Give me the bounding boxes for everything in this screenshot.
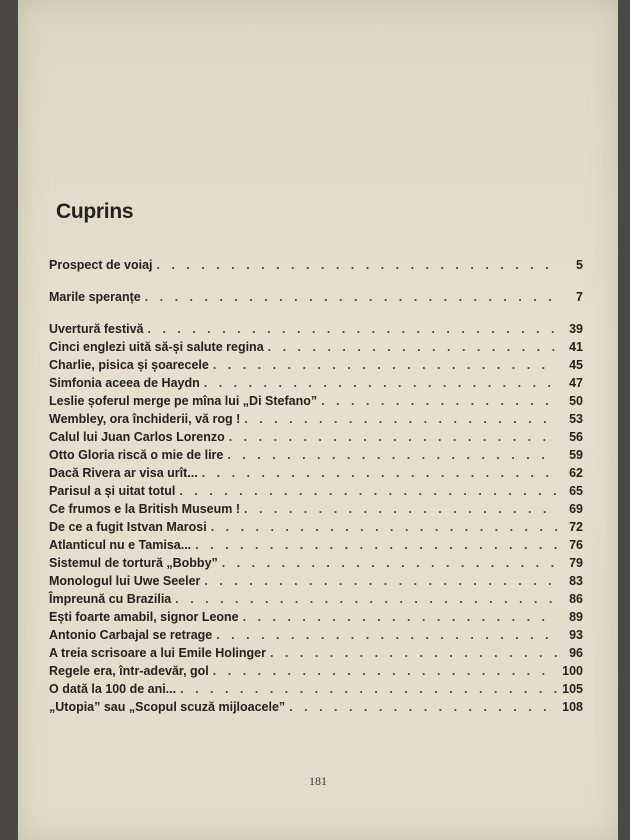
toc-entry — [49, 646, 583, 664]
dot-leader — [213, 664, 557, 678]
toc-entry-title: Atlanticul nu e Tamisa... — [49, 538, 192, 552]
toc-entry-page: 62 — [569, 466, 583, 480]
dot-leader — [202, 466, 557, 480]
toc-entry — [49, 520, 583, 538]
toc-entry — [49, 628, 583, 646]
toc-entry — [49, 700, 583, 718]
dot-leader — [216, 628, 557, 642]
toc-entry-page: 108 — [562, 700, 583, 714]
dot-leader — [204, 376, 557, 390]
toc-entry-page: 76 — [569, 538, 583, 552]
toc-entry — [49, 538, 583, 556]
toc-entry-page: 53 — [569, 412, 583, 426]
toc-entry — [49, 502, 583, 520]
toc-entry-title: De ce a fugit Istvan Marosi — [49, 520, 207, 534]
toc-entry-page: 89 — [569, 610, 583, 624]
dot-leader — [222, 556, 557, 570]
dot-leader — [229, 430, 557, 444]
book-page — [18, 0, 618, 840]
toc-entry-title: Cinci englezi uită să-și salute regina — [49, 340, 264, 354]
toc-entry — [49, 412, 583, 430]
toc-entry — [49, 592, 583, 610]
toc-entry — [49, 664, 583, 682]
toc-entry — [49, 290, 583, 308]
dot-leader — [175, 592, 557, 606]
toc-entry-title: Prospect de voiaj — [49, 258, 153, 272]
toc-entry-title: „Utopia” sau „Scopul scuză mijloacele” — [49, 700, 286, 714]
dot-leader — [204, 574, 557, 588]
toc-entry — [49, 466, 583, 484]
dot-leader — [195, 538, 557, 552]
toc-entry — [49, 574, 583, 592]
toc-entry-page: 93 — [569, 628, 583, 642]
dot-leader — [289, 700, 557, 714]
toc-entry — [49, 610, 583, 628]
toc-entry — [49, 430, 583, 448]
toc-entry-title: O dată la 100 de ani... — [49, 682, 177, 696]
toc-entry-title: Marile speranțe — [49, 290, 141, 304]
dot-leader — [321, 394, 557, 408]
table-of-contents — [49, 258, 583, 718]
dot-leader — [270, 646, 557, 660]
toc-entry-title: Ești foarte amabil, signor Leone — [49, 610, 239, 624]
toc-entry — [49, 394, 583, 412]
dot-leader — [179, 484, 557, 498]
toc-entry-page: 7 — [576, 290, 583, 304]
toc-entry — [49, 322, 583, 340]
toc-entry-page: 96 — [569, 646, 583, 660]
toc-entry-title: Sistemul de tortură „Bobby” — [49, 556, 218, 570]
toc-entry-page: 72 — [569, 520, 583, 534]
toc-entry — [49, 448, 583, 466]
toc-entry — [49, 682, 583, 700]
toc-entry-title: Împreună cu Brazilia — [49, 592, 172, 606]
toc-entry-page: 59 — [569, 448, 583, 462]
dot-leader — [244, 412, 557, 426]
toc-entry-page: 83 — [569, 574, 583, 588]
contents-heading: Cuprins — [56, 200, 134, 223]
toc-entry-page: 41 — [569, 340, 583, 354]
toc-entry-page: 47 — [569, 376, 583, 390]
toc-entry — [49, 484, 583, 502]
toc-entry-title: Leslie șoferul merge pe mîna lui „Di Stefano” — [49, 394, 318, 408]
toc-entry-title: Calul lui Juan Carlos Lorenzo — [49, 430, 225, 444]
toc-entry-title: Charlie, pisica și șoarecele — [49, 358, 209, 372]
toc-entry — [49, 376, 583, 394]
dot-leader — [211, 520, 557, 534]
toc-entry-page: 79 — [569, 556, 583, 570]
toc-entry-title: A treia scrisoare a lui Emile Holinger — [49, 646, 266, 660]
page-number: 181 — [309, 774, 327, 788]
toc-entry-title: Parisul a și uitat totul — [49, 484, 176, 498]
toc-entry-page: 45 — [569, 358, 583, 372]
toc-entry-page: 86 — [569, 592, 583, 606]
toc-entry-page: 100 — [562, 664, 583, 678]
toc-entry — [49, 358, 583, 376]
dot-leader — [148, 322, 558, 336]
dot-leader — [268, 340, 557, 354]
toc-entry-title: Otto Gloria riscă o mie de lire — [49, 448, 224, 462]
dot-leader — [213, 358, 557, 372]
dot-leader — [227, 448, 557, 462]
toc-entry — [49, 556, 583, 574]
toc-entry-page: 65 — [569, 484, 583, 498]
toc-entry — [49, 340, 583, 358]
toc-entry-title: Simfonia aceea de Haydn — [49, 376, 200, 390]
dot-leader — [244, 502, 557, 516]
toc-entry-title: Antonio Carbajal se retrage — [49, 628, 213, 642]
toc-entry-title: Wembley, ora închiderii, vă rog ! — [49, 412, 241, 426]
toc-entry-page: 50 — [569, 394, 583, 408]
toc-entry-title: Regele era, într-adevăr, gol — [49, 664, 209, 678]
toc-entry-title: Uvertură festivă — [49, 322, 144, 336]
toc-entry-page: 105 — [562, 682, 583, 696]
toc-entry-title: Monologul lui Uwe Seeler — [49, 574, 201, 588]
toc-entry — [49, 258, 583, 276]
toc-entry-title: Ce frumos e la British Museum ! — [49, 502, 241, 516]
toc-entry-page: 39 — [569, 322, 583, 336]
dot-leader — [243, 610, 557, 624]
toc-entry-page: 69 — [569, 502, 583, 516]
dot-leader — [180, 682, 557, 696]
toc-entry-title: Dacă Rivera ar visa urît... — [49, 466, 198, 480]
toc-entry-page: 5 — [576, 258, 583, 272]
dot-leader — [157, 258, 557, 272]
toc-entry-page: 56 — [569, 430, 583, 444]
dot-leader — [145, 290, 557, 304]
